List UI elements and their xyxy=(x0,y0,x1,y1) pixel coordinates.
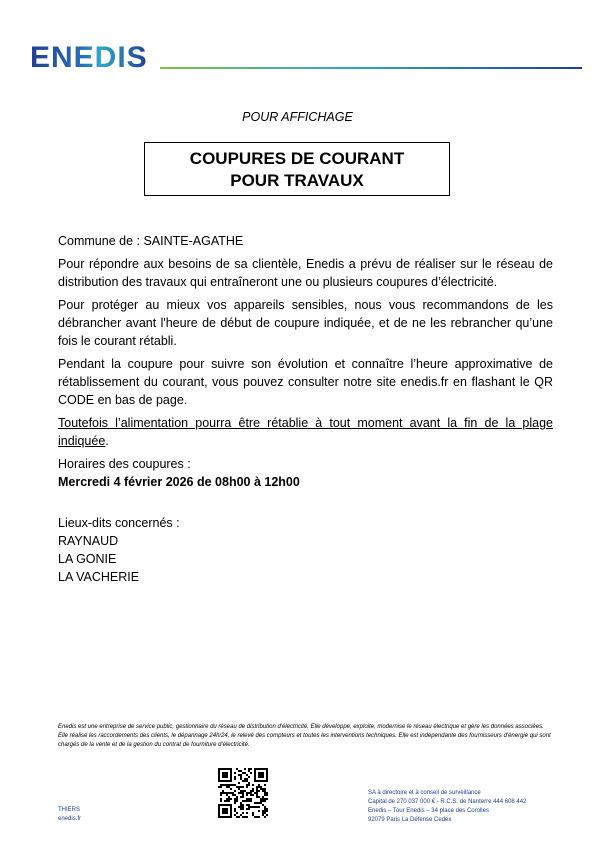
footer-company-line: 92079 Paris La Défense Cedex xyxy=(368,817,452,823)
footer-company-line: SA à directoire et à conseil de surveillance xyxy=(368,790,481,796)
logo-text: ENEDIS xyxy=(30,41,148,72)
paragraph-4 xyxy=(58,414,553,450)
paragraph-3: Pendant la coupure pour suivre son évolution et connaître l’heure approximative de rétablissement du courant, vous pouvez consulter notre site enedis.fr en flashant le QR CODE en bas de page. xyxy=(58,357,553,407)
notice-body xyxy=(58,232,553,586)
footer-left xyxy=(58,806,81,824)
paragraph-2: Pour protéger au mieux vos appareils sensibles, nous vous recommandons de les débrancher avant l'heure de début de coupure indiquée, et de ne les rebrancher qu’une fois le courant rétabli. xyxy=(58,298,553,348)
footer-city: THIERS xyxy=(58,807,81,813)
place-item: LA VACHERIE xyxy=(58,570,140,584)
schedule-label: Horaires des coupures : xyxy=(58,457,191,471)
qr-code-icon[interactable] xyxy=(218,768,268,818)
footer-legal-text: Enedis est une entreprise de service public, gestionnaire du réseau de distribution d'électricité. Elle développe, exploite, modernise le réseau électrique et gère les données associées. Elle réalise les raccordements des clients, le dépannage 24h/24, le relevé des compteurs et toutes les interventions techniques. Elle est indépendante des fournisseurs d'énergie qui sont chargés de la vente et de la gestion du contrat de fourniture d'électricité. xyxy=(58,724,551,748)
paragraph-4-end: . xyxy=(105,434,109,448)
footer-company-line: Enedis – Tour Enedis – 34 place des Corolles xyxy=(368,808,489,814)
title-line-2: POUR TRAVAUX xyxy=(230,171,364,190)
commune: Commune de : SAINTE-AGATHE xyxy=(58,234,244,248)
place-item: LA GONIE xyxy=(58,552,117,566)
notice-label: POUR AFFICHAGE xyxy=(242,110,353,124)
places-label: Lieux-dits concernés : xyxy=(58,516,180,530)
enedis-logo xyxy=(30,40,154,72)
title-line-1: COUPURES DE COURANT xyxy=(189,149,405,168)
footer-company-info xyxy=(368,789,526,825)
paragraph-4-underlined: Toutefois l’alimentation pourra être rétablie à tout moment avant la fin de la plage indiquée xyxy=(58,416,553,448)
title-box xyxy=(144,142,450,196)
schedule-value: Mercredi 4 février 2026 de 08h00 à 12h00 xyxy=(58,475,300,489)
footer-company-line: Capital de 270 037 000 € - R.C.S. de Nanterre 444 608 442 xyxy=(368,799,527,805)
header-rule xyxy=(160,67,582,69)
footer-website-link[interactable]: enedis.fr xyxy=(58,816,82,822)
paragraph-1: Pour répondre aux besoins de sa clientèle, Enedis a prévu de réaliser sur le réseau de distribution des travaux qui entraîneront une ou plusieurs coupures d’électricité. xyxy=(58,257,553,289)
place-item: RAYNAUD xyxy=(58,534,119,548)
